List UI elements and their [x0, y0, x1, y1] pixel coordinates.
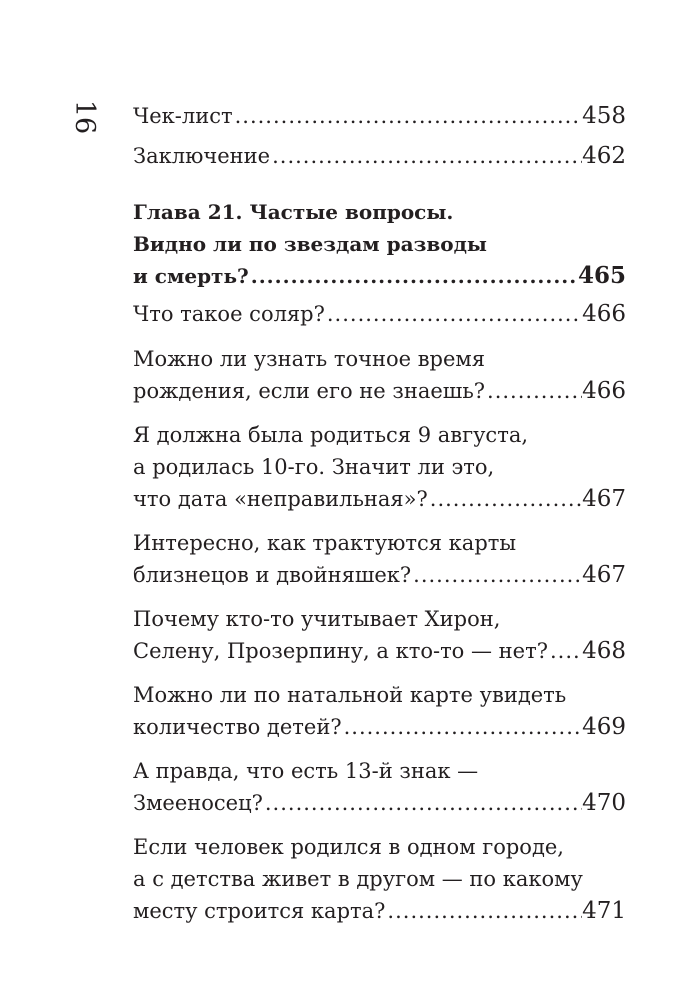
toc-entry-page: 465	[577, 262, 626, 289]
toc-entry-title: рождения, если его не знаешь?	[133, 379, 486, 403]
dot-leader	[235, 100, 582, 132]
chapter-heading-line: Глава 21. Частые вопросы.	[133, 200, 454, 224]
toc-entry-checklist	[133, 100, 626, 132]
dot-leader	[272, 140, 582, 172]
toc-entry-line: Если человек родился в одном городе,	[133, 835, 564, 859]
dot-leader	[430, 483, 582, 515]
toc-entry-line: Можно ли по натальной карте увидеть	[133, 683, 567, 707]
toc-entry	[133, 787, 626, 819]
dot-leader	[487, 375, 582, 407]
toc-entry-line: Можно ли узнать точное время	[133, 347, 486, 371]
dot-leader	[413, 559, 582, 591]
toc-entry	[133, 559, 626, 591]
toc-entry	[133, 635, 626, 667]
chapter-heading-last-line	[133, 260, 626, 292]
toc-entry-title: что дата «неправильная»?	[133, 487, 428, 511]
toc-entry-title: Селену, Прозерпину, а кто-то — нет?	[133, 639, 548, 663]
dot-leader	[344, 711, 582, 743]
toc-entry-page: 468	[582, 638, 626, 664]
dot-leader	[550, 635, 582, 667]
toc-entry	[133, 483, 626, 515]
toc-entry-title: Что такое соляр?	[133, 302, 325, 326]
toc-entry-page: 466	[582, 301, 626, 327]
toc-entry-line: Почему кто-то учитывает Хирон,	[133, 607, 501, 631]
toc-entry-title: Чек-лист	[133, 104, 233, 128]
toc-entry-page: 467	[582, 562, 626, 588]
toc-entry	[133, 895, 626, 927]
dot-leader	[251, 260, 578, 292]
toc-entry-line: Интересно, как трактуются карты	[133, 531, 517, 555]
toc-entry-line: Я должна была родиться 9 августа,	[133, 423, 529, 447]
toc-entry	[133, 375, 626, 407]
toc-entry-page: 466	[582, 378, 626, 404]
dot-leader	[327, 298, 582, 330]
toc-entry-line: А правда, что есть 13-й знак —	[133, 759, 479, 783]
dot-leader	[387, 895, 582, 927]
toc-entry-title: Заключение	[133, 144, 271, 168]
toc-entry	[133, 711, 626, 743]
dot-leader	[265, 787, 582, 819]
toc-entry-title: близнецов и двойняшек?	[133, 563, 412, 587]
toc-entry-title: количество детей?	[133, 715, 342, 739]
toc-entry-page: 458	[582, 103, 626, 129]
toc-entry-page: 467	[582, 486, 626, 512]
toc-entry-conclusion	[133, 140, 626, 172]
chapter-heading-line: Видно ли по звездам разводы	[133, 232, 487, 256]
toc-entry-page: 469	[582, 714, 626, 740]
toc-entry-title: Змееносец?	[133, 791, 263, 815]
toc-entry-title: месту строится карта?	[133, 899, 386, 923]
toc-entry-page: 470	[582, 790, 626, 816]
page-number: 16	[69, 99, 100, 135]
toc-entry	[133, 298, 626, 330]
toc-entry-title: и смерть?	[133, 264, 249, 288]
toc-entry-page: 471	[582, 898, 626, 924]
toc-entry-page: 462	[582, 143, 626, 169]
toc-entry-line: а с детства живет в другом — по какому	[133, 867, 583, 891]
toc-entry-line: а родилась 10-го. Значит ли это,	[133, 455, 495, 479]
